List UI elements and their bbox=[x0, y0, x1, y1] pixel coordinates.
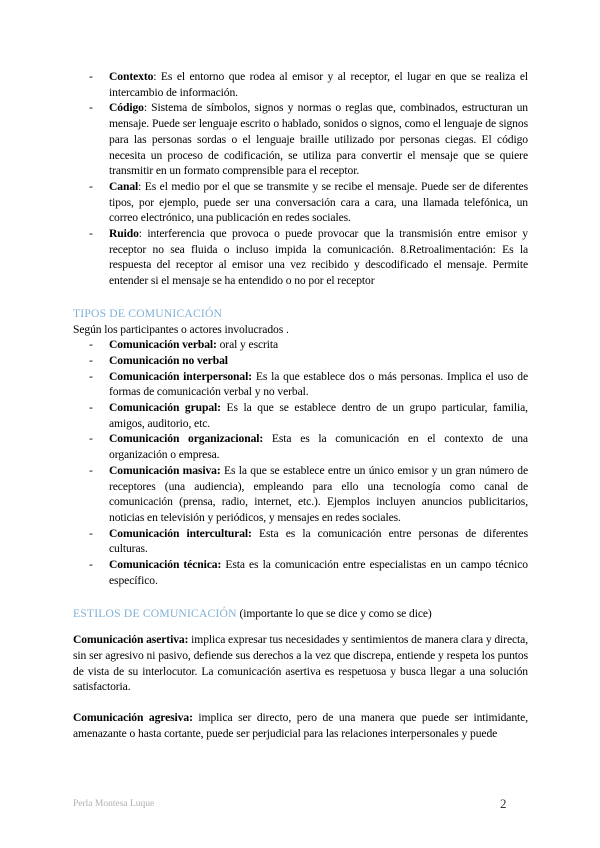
term: Comunicación no verbal bbox=[109, 353, 228, 367]
term: Comunicación asertiva: bbox=[73, 633, 189, 647]
list-item bbox=[73, 526, 528, 557]
definition: Esta es la comunicación entre especialistas en un campo técnico específico. bbox=[109, 558, 528, 587]
term: Contexto bbox=[109, 70, 154, 83]
list-item bbox=[73, 431, 528, 462]
list-item bbox=[73, 337, 528, 353]
list-item bbox=[73, 226, 528, 289]
definition: oral y escrita bbox=[216, 338, 279, 352]
page-content bbox=[73, 69, 528, 741]
page-number: 2 bbox=[500, 796, 507, 811]
paragraph-text: implica ser directo, pero de una manera que puede ser intimidante, amenazante o hasta cortante, puede ser perjudicial para las relaciones interpersonales y puede bbox=[73, 711, 528, 740]
section-intro: Según los participantes o actores involucrados . bbox=[73, 322, 289, 336]
list-item bbox=[73, 400, 528, 431]
definition: Es la que establece dos o más personas. Implica el uso de formas de comunicación verbal y no verbal. bbox=[109, 369, 528, 399]
communication-elements-list bbox=[73, 69, 528, 289]
bullet: - bbox=[89, 353, 93, 367]
section-heading-tipos: TIPOS DE COMUNICACIÓN bbox=[73, 306, 223, 320]
term: Comunicación verbal: bbox=[109, 338, 217, 352]
list-item bbox=[73, 369, 528, 400]
bullet: - bbox=[89, 401, 93, 415]
footer-author: Perla Montesa Luque bbox=[73, 799, 155, 809]
definition: Esta es la comunicación en el contexto de una organización o empresa. bbox=[109, 432, 528, 462]
list-item bbox=[73, 353, 528, 369]
list-item bbox=[73, 100, 528, 179]
definition: Es la que se establece entre un único emisor y un gran número de receptores (una audiencia), empleando para ello una tecnología como canal de comunicación (prensa, radio, internet, etc.). Ejemplos incluyen anuncios publicitarios, noticias en televisión y periódicos, y mensajes en redes sociales. bbox=[109, 463, 529, 524]
paragraph-asertiva bbox=[73, 632, 528, 695]
definition: : Es el entorno que rodea al emisor y al receptor, el lugar en que se realiza el intercambio de información. bbox=[109, 70, 528, 99]
term: Comunicación masiva: bbox=[109, 463, 221, 477]
term: Comunicación agresiva: bbox=[73, 711, 193, 725]
bullet: - bbox=[89, 369, 93, 383]
communication-types-list bbox=[73, 337, 528, 588]
term: Comunicación organizacional: bbox=[109, 432, 264, 446]
definition: Esta es la comunicación entre personas de diferentes culturas. bbox=[109, 526, 528, 556]
list-item bbox=[73, 69, 528, 100]
bullet: - bbox=[89, 432, 93, 446]
estilos-heading-text: ESTILOS DE COMUNICACIÓN bbox=[73, 606, 237, 620]
term: Comunicación intercultural: bbox=[109, 526, 252, 540]
list-item bbox=[73, 557, 528, 588]
definition: : interferencia que provoca o puede provocar que la transmisión entre emisor y receptor no sea fluida o incluso impida la comunicación. 8.Retroalimentación: Es la respuesta del receptor al emisor una vez recibido y descodificado el mensaje. Permite entender si el mensaje se ha entendido o no por el receptor bbox=[109, 227, 528, 288]
term: Comunicación técnica: bbox=[109, 558, 222, 572]
term: Código bbox=[109, 101, 144, 115]
section-heading-estilos bbox=[73, 606, 528, 622]
term: Comunicación grupal: bbox=[109, 401, 221, 415]
term: Ruido bbox=[109, 227, 139, 241]
definition: : Es el medio por el que se transmite y se recibe el mensaje. Puede ser de diferentes tipos, por ejemplo, puede ser una conversación cara a cara, una llamada telefónica, un correo electrónico, una publicación en redes sociales. bbox=[109, 179, 528, 225]
definition: : Sistema de símbolos, signos y normas o reglas que, combinados, estructuran un mensaje. Puede ser lenguaje escrito o hablado, sonidos o signos, como el lenguaje de signos para las personas sordas o el lenguaje braille utilizado por personas ciegas. El código necesita un proceso de codificación, se utiliza para convertir el mensaje que se quiere transmitir en un formato comprensible para el receptor. bbox=[109, 101, 528, 178]
term: Canal bbox=[109, 179, 139, 193]
list-item bbox=[73, 463, 528, 526]
estilos-heading-note: (importante lo que se dice y como se dice) bbox=[236, 606, 432, 620]
bullet: - bbox=[89, 558, 93, 572]
bullet: - bbox=[89, 179, 93, 193]
bullet: - bbox=[89, 227, 93, 241]
paragraph-agresiva bbox=[73, 710, 528, 741]
bullet: - bbox=[89, 526, 93, 540]
paragraph-text: implica expresar tus necesidades y sentimientos de manera clara y directa, sin ser agresivo ni pasivo, defiende sus derechos a la vez que discrepa, entiende y respeta los puntos de vista de su interlocutor. La comunicación asertiva es respetuosa y busca llegar a una solución satisfactoria. bbox=[73, 633, 529, 694]
list-item bbox=[73, 179, 528, 226]
definition: Es la que se establece dentro de un grupo particular, familia, amigos, auditorio, etc. bbox=[109, 401, 528, 430]
bullet: - bbox=[89, 70, 93, 83]
term: Comunicación interpersonal: bbox=[109, 369, 252, 383]
bullet: - bbox=[89, 338, 93, 352]
bullet: - bbox=[89, 463, 93, 477]
bullet: - bbox=[89, 101, 93, 115]
